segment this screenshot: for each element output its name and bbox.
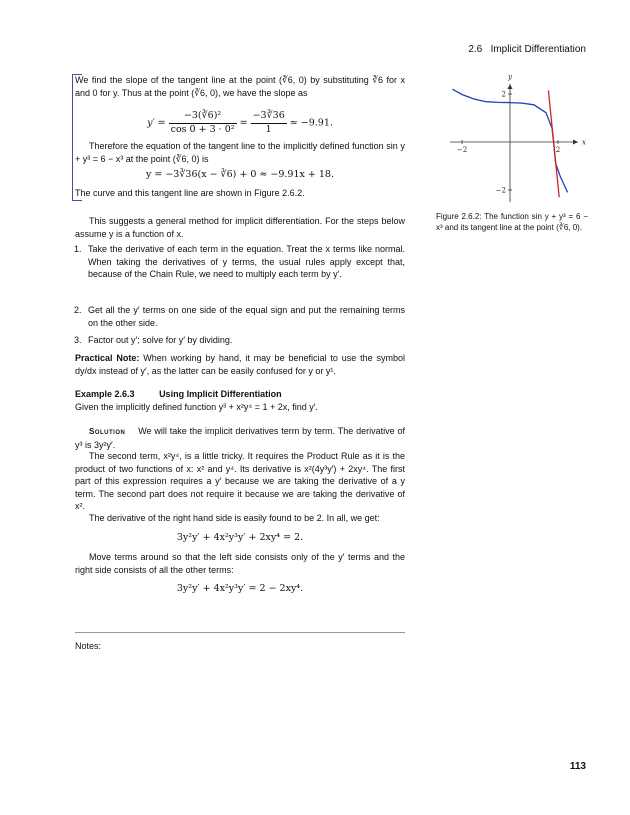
x-tick-label-neg: −2: [456, 146, 468, 154]
running-header: [468, 44, 586, 57]
eq1-approx: ≈ −9.91.: [289, 117, 333, 129]
practical-note-label: Practical Note:: [75, 353, 140, 363]
step-2: [74, 304, 405, 329]
figure-2-6-2: [436, 74, 588, 204]
solution-paragraph-4: Move terms around so that the left side consists only of the y′ terms and the right side consists of all the other terms:: [75, 552, 405, 575]
y-axis-arrow: [508, 84, 513, 89]
figure-labels: [457, 74, 586, 195]
eq1-denominator-1: cos 0 + 3 · 0²: [170, 123, 235, 135]
step-2-text: Get all the y′ terms on one side of the equal sign and put the remaining terms on the other side.: [88, 305, 405, 328]
method-paragraph: This suggests a general method for implicit differentiation. For the steps below assume y is a function of x.: [75, 216, 405, 239]
eq1-lhs: y′ =: [147, 117, 166, 129]
derivative-equation: 3y²y′ + 4x²y³y′ + 2xy⁴ = 2.: [176, 532, 304, 543]
example-title: Using Implicit Differentiation: [159, 389, 282, 399]
y-tick-label-pos: 2: [501, 90, 506, 99]
step-2-number: 2.: [74, 305, 82, 315]
rearranged-equation: 3y²y′ + 4x²y³y′ = 2 − 2xy⁴.: [176, 583, 304, 594]
step-1-number: 1.: [74, 244, 82, 254]
slope-paragraph: We find the slope of the tangent line at the point (∛6, 0) by substituting ∛6 for x and 0 for y. Thus at the point (∛6, 0), we have the slope as: [75, 75, 405, 98]
x-axis-label: x: [582, 138, 586, 147]
example-statement: Given the implicitly defined function y³ + x²y⁴ = 1 + 2x, find y′.: [75, 402, 318, 412]
practical-note: [75, 352, 405, 377]
step-3: [74, 334, 405, 347]
y-tick-label-neg: −2: [495, 186, 506, 195]
eq1-numerator-1: −3(∛6)²: [169, 110, 237, 124]
tangent-line: [548, 90, 559, 197]
eq1-denominator-2: 1: [265, 123, 272, 135]
figure-axes: [450, 84, 578, 202]
practical-note-text: When working by hand, it may be beneficial to use the symbol dy/dx instead of y′, as the latter can be easily confused for y or y¹.: [75, 353, 405, 376]
eq1-equals: =: [239, 117, 248, 129]
step-1: [74, 243, 405, 281]
slope-equation: [75, 110, 405, 136]
example-heading: [75, 388, 405, 401]
example-label: Example 2.6.3: [75, 389, 135, 399]
example-bracket-bottom: [72, 200, 82, 201]
solution-paragraph-2: The second term, x²y⁴, is a little tricky. It requires the Product Rule as it is the product of two functions of x: x² and y⁴. Its derivative is x²(4y³y′) + 2xy⁴. The first part of this expression requires a y′ because we are taking the derivative of a y term. The second part does not require it because we are taking the derivative of x².: [75, 451, 405, 511]
y-axis-label: y: [508, 74, 512, 81]
figure-caption: Figure 2.6.2: The function sin y + y³ = 6 − x³ and its tangent line at the point (∛6, 0).: [436, 212, 588, 232]
eq1-fraction-1: [169, 110, 237, 136]
tangent-equation: y = −3∛36(x − ∛6) + 0 ≈ −9.91x + 18.: [145, 169, 334, 180]
solution-paragraph-1: [75, 425, 405, 451]
notes-divider: [75, 632, 405, 633]
notes-label: Notes:: [75, 641, 102, 651]
x-tick-label-pos: 2: [555, 146, 561, 154]
section-number: 2.6: [468, 44, 483, 55]
step-3-number: 3.: [74, 335, 82, 345]
page-number: 113: [569, 761, 586, 772]
step-3-text: Factor out y′; solve for y′ by dividing.: [88, 335, 233, 345]
x-axis-arrow: [573, 140, 578, 145]
solution-paragraph-3: The derivative of the right hand side is easily found to be 2. In all, we get:: [89, 513, 380, 523]
tangent-paragraph: Therefore the equation of the tangent line to the implicitly defined function sin y + y³ = 6 − x³ at the point (∛6, 0) is: [75, 141, 405, 164]
step-1-text: Take the derivative of each term in the equation. Treat the x terms like normal. When taking the derivatives of y terms, the usual rules apply except that, because of the Chain Rule, we need to multiply each term by y′.: [88, 244, 405, 279]
solution-label: Solution: [89, 427, 126, 436]
example-bracket: [72, 74, 73, 200]
curve-reference-paragraph: The curve and this tangent line are shown in Figure 2.6.2.: [75, 188, 305, 198]
solution-text-1: We will take the implicit derivatives term by term. The derivative of y³ is 3y²y′.: [75, 426, 405, 450]
eq1-numerator-2: −3∛36: [251, 110, 287, 124]
eq1-fraction-2: [251, 110, 287, 136]
section-title: Implicit Differentiation: [490, 44, 586, 55]
